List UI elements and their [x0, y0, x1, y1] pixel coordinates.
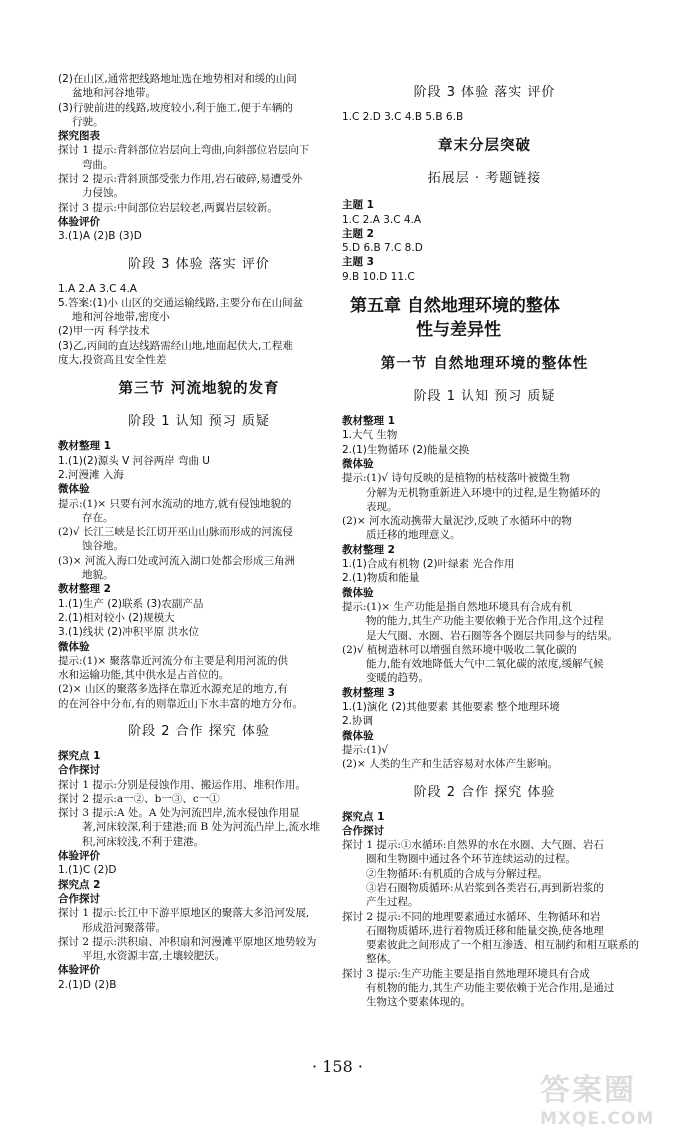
- hint-line: 力侵蚀。: [82, 187, 124, 200]
- chapter-title-line-2: 性与差异性: [416, 320, 501, 341]
- hint-line: 探讨 2 提示:a一②、b一③、c一①: [58, 792, 220, 805]
- answer-line: 盆地和河谷地带。: [72, 87, 156, 100]
- subsection-label: 教材整理 2: [342, 543, 395, 556]
- hint-line: 是大气圈、水圈、岩石圈等各个圈层共同参与的结果。: [366, 629, 618, 642]
- subsection-label: 教材整理 3: [342, 686, 395, 699]
- hint-line: (2)√ 长江三峡是长江切开巫山山脉而形成的河流侵: [58, 526, 293, 539]
- hint-line: (2)× 河水流动携带大量泥沙,反映了水循环中的物: [342, 515, 572, 528]
- hint-line: ③岩石圈物质循环:从岩浆到各类岩石,再到新岩浆的: [366, 881, 604, 894]
- answer-line: 1.(1)C (2)D: [58, 864, 117, 877]
- subsection-label: 探究点 1: [58, 749, 101, 762]
- hint-line: 探讨 3 提示:A 处。A 处为河流凹岸,流水侵蚀作用显: [58, 807, 300, 820]
- chapter-title: [350, 294, 627, 342]
- hint-line: (2)× 人类的生产和生活容易对水体产生影响。: [342, 758, 559, 771]
- hint-line: 的在河谷中分布,有的则靠近山下水丰富的地方分布。: [58, 697, 303, 710]
- stage-heading: 阶段 2 合作 探究 体验: [413, 784, 556, 800]
- hint-line: 形成沿河聚落带。: [82, 921, 166, 934]
- hint-line: 提示:(1)× 只要有河水流动的地方,就有侵蚀地貌的: [58, 497, 292, 510]
- answer-line: 9.B 10.D 11.C: [342, 270, 415, 283]
- answer-line: (2)在山区,通常把线路地址选在地势相对和缓的山间: [58, 73, 297, 85]
- hint-line: 要素彼此之间形成了一个相互渗透、相互制约和相互联系的: [366, 939, 639, 952]
- hint-line: 水和运输功能,其中供水是占首位的。: [58, 669, 230, 682]
- hint-line: 整体。: [366, 953, 398, 966]
- hint-line: 物的能力,其生产功能主要依赖于光合作用,这个过程: [366, 615, 604, 628]
- subsection-label: 体验评价: [58, 215, 100, 228]
- hint-line: 探讨 2 提示:不同的地理要素通过水循环、生物循环和岩: [342, 910, 601, 923]
- subsection-label: 微体验: [58, 640, 90, 653]
- answer-line: 1.A 2.A 3.C 4.A: [58, 282, 137, 295]
- stage-heading: 阶段 1 认知 预习 质疑: [128, 414, 270, 430]
- answer-line: 1.C 2.A 3.C 4.A: [342, 213, 422, 226]
- subsection-label: 体验评价: [58, 964, 100, 977]
- watermark-url: MXQE.COM: [540, 1109, 655, 1129]
- answer-line: 2.(1)生物循环 (2)能量交换: [342, 443, 470, 456]
- answer-line: 2.河漫滩 入海: [58, 468, 124, 481]
- answer-line: 地和河谷地带,密度小: [72, 311, 170, 324]
- hint-line: 平坦,水资源丰富,土壤较肥沃。: [82, 950, 226, 963]
- hint-line: 蚀谷地。: [82, 540, 124, 553]
- page-number: · 158 ·: [312, 1057, 363, 1076]
- hint-line: 变暖的趋势。: [366, 672, 429, 685]
- hint-line: 存在。: [82, 511, 114, 524]
- section-title: 第一节 自然地理环境的整体性: [380, 355, 589, 373]
- hint-line: 探讨 1 提示:长江中下游平原地区的聚落大多沿河发展,: [58, 907, 310, 920]
- hint-line: 弯曲。: [82, 158, 114, 171]
- answer-line: 行驶。: [72, 115, 104, 128]
- hint-line: (3)× 河流入海口处或河流入湖口处都会形成三角洲: [58, 554, 296, 567]
- answer-line: 2.(1)物质和能量: [342, 572, 420, 585]
- hint-line: 分解为无机物重新进入环境中的过程,是生物循环的: [366, 486, 601, 499]
- hint-line: 探讨 1 提示:分别是侵蚀作用、搬运作用、堆积作用。: [58, 778, 306, 791]
- subsection-label: 教材整理 2: [58, 583, 111, 596]
- stage-heading: 阶段 1 认知 预习 质疑: [413, 389, 556, 405]
- hint-line: ②生物循环:有机质的合成与分解过程。: [366, 867, 549, 880]
- hint-line: 提示:(1)√ 诗句反映的是植物的枯枝落叶被微生物: [342, 472, 570, 485]
- answer-line: 5.答案:(1)小 山区的交通运输线路,主要分布在山间盆: [58, 296, 304, 309]
- subsection-label: 探究图表: [58, 130, 100, 143]
- hint-line: 有机物的能力,其生产功能主要依赖于光合作用,是通过: [366, 982, 615, 995]
- answer-line: 3.(1)线状 (2)冲积平原 洪水位: [58, 626, 199, 639]
- right-column: [342, 72, 639, 1010]
- hint-line: (2)× 山区的聚落多选择在靠近水源充足的地方,有: [58, 683, 288, 696]
- answer-line: 1.(1)(2)源头 V 河谷两岸 弯曲 U: [58, 454, 210, 467]
- answer-line: 3.(1)A (2)B (3)D: [58, 230, 142, 243]
- answer-line: 2.(1)D (2)B: [58, 978, 117, 991]
- hint-line: 探讨 2 提示:洪积扇、冲积扇和河漫滩平原地区地势较为: [58, 935, 317, 948]
- answer-line: (2)甲一丙 科学技术: [58, 325, 150, 338]
- chapter-title-line-1: 第五章 自然地理环境的整体: [350, 296, 560, 317]
- subsection-label: 教材整理 1: [342, 415, 395, 428]
- answer-line: 1.C 2.D 3.C 4.B 5.B 6.B: [342, 111, 464, 123]
- subsection-label: 合作探讨: [58, 892, 100, 905]
- answer-line: 1.(1)演化 (2)其他要素 其他要素 整个地理环境: [342, 701, 560, 714]
- hint-line: 积,河床较浅,不利于建港。: [82, 835, 205, 848]
- left-column: [58, 72, 340, 992]
- subsection-label: 合作探讨: [342, 824, 384, 837]
- hint-line: 生物这个要素体现的。: [366, 996, 471, 1009]
- hint-line: 能力,能有效地降低大气中二氧化碳的浓度,缓解气候: [366, 658, 604, 671]
- subsection-label: 合作探讨: [58, 764, 100, 777]
- subsection-label: 探究点 2: [58, 878, 101, 891]
- stage-heading: 阶段 3 体验 落实 评价: [413, 85, 556, 100]
- hint-line: 著,河床较深,利于建港;而 B 处为河流凸岸上,流水堆: [82, 821, 320, 834]
- hint-line: 探讨 1 提示:①水循环:自然界的水在水圈、大气圈、岩石: [342, 839, 604, 852]
- section-title: 第三节 河流地貌的发育: [118, 380, 280, 398]
- hint-line: 石圈物质循环,进行着物质迁移和能量交换,使各地理: [366, 924, 604, 937]
- watermark-text: 答案圈: [540, 1073, 636, 1108]
- hint-line: 产生过程。: [366, 896, 419, 909]
- answer-line: (3)行驶前进的线路,坡度较小,利于施工,便于车辆的: [58, 101, 293, 114]
- answer-line: 5.D 6.B 7.C 8.D: [342, 242, 423, 255]
- subsection-label: 教材整理 1: [58, 440, 111, 453]
- hint-line: 探讨 3 提示:生产功能主要是指自然地理环境具有合成: [342, 967, 590, 980]
- hint-line: 提示:(1)× 生产功能是指自然地环境具有合成有机: [342, 600, 573, 613]
- subsection-label: 微体验: [342, 729, 374, 742]
- subsection-label: 微体验: [342, 586, 374, 599]
- section-title: 章末分层突破: [438, 137, 531, 155]
- hint-line: 提示:(1)× 聚落靠近河流分布主要是利用河流的供: [58, 654, 289, 667]
- sub-title: 拓展层 · 考题链接: [427, 171, 542, 187]
- subsection-label: 主题 1: [342, 199, 374, 212]
- hint-line: 表现。: [366, 500, 398, 513]
- hint-line: 地貌。: [82, 569, 114, 582]
- answer-line: (3)乙,丙间的直达线路需经山地,地面起伏大,工程难: [58, 339, 293, 352]
- stage-heading: 阶段 2 合作 探究 体验: [128, 723, 270, 739]
- subsection-label: 主题 2: [342, 227, 374, 240]
- stage-heading: 阶段 3 体验 落实 评价: [128, 256, 270, 272]
- subsection-label: 微体验: [342, 457, 374, 470]
- subsection-label: 探究点 1: [342, 810, 385, 823]
- answer-line: 1.(1)生产 (2)联系 (3)农副产品: [58, 597, 204, 610]
- subsection-label: 主题 3: [342, 256, 374, 269]
- answer-line: 度大,投资高且安全性差: [58, 354, 167, 367]
- answer-line: 2.协调: [342, 715, 374, 728]
- answer-line: 1.大气 生物: [342, 429, 398, 442]
- answer-line: 1.(1)合成有机物 (2)叶绿素 光合作用: [342, 558, 515, 571]
- subsection-label: 体验评价: [58, 850, 100, 863]
- watermark-logo: [540, 1065, 670, 1129]
- hint-line: 圈和生物圈中通过各个环节连续运动的过程。: [366, 853, 576, 866]
- hint-line: 探讨 2 提示:背斜顶部受张力作用,岩石破碎,易遭受外: [58, 173, 303, 186]
- hint-line: 探讨 3 提示:中间部位岩层较老,两翼岩层较新。: [58, 201, 278, 214]
- hint-line: 探讨 1 提示:背斜部位岩层向上弯曲,向斜部位岩层向下: [58, 144, 310, 157]
- subsection-label: 微体验: [58, 483, 90, 496]
- answer-line: 2.(1)相对较小 (2)规模大: [58, 611, 175, 624]
- hint-line: 提示:(1)√: [342, 743, 389, 756]
- hint-line: 质迁移的地理意义。: [366, 529, 461, 542]
- hint-line: (2)√ 植树造林可以增强自然环境中吸收二氧化碳的: [342, 643, 577, 656]
